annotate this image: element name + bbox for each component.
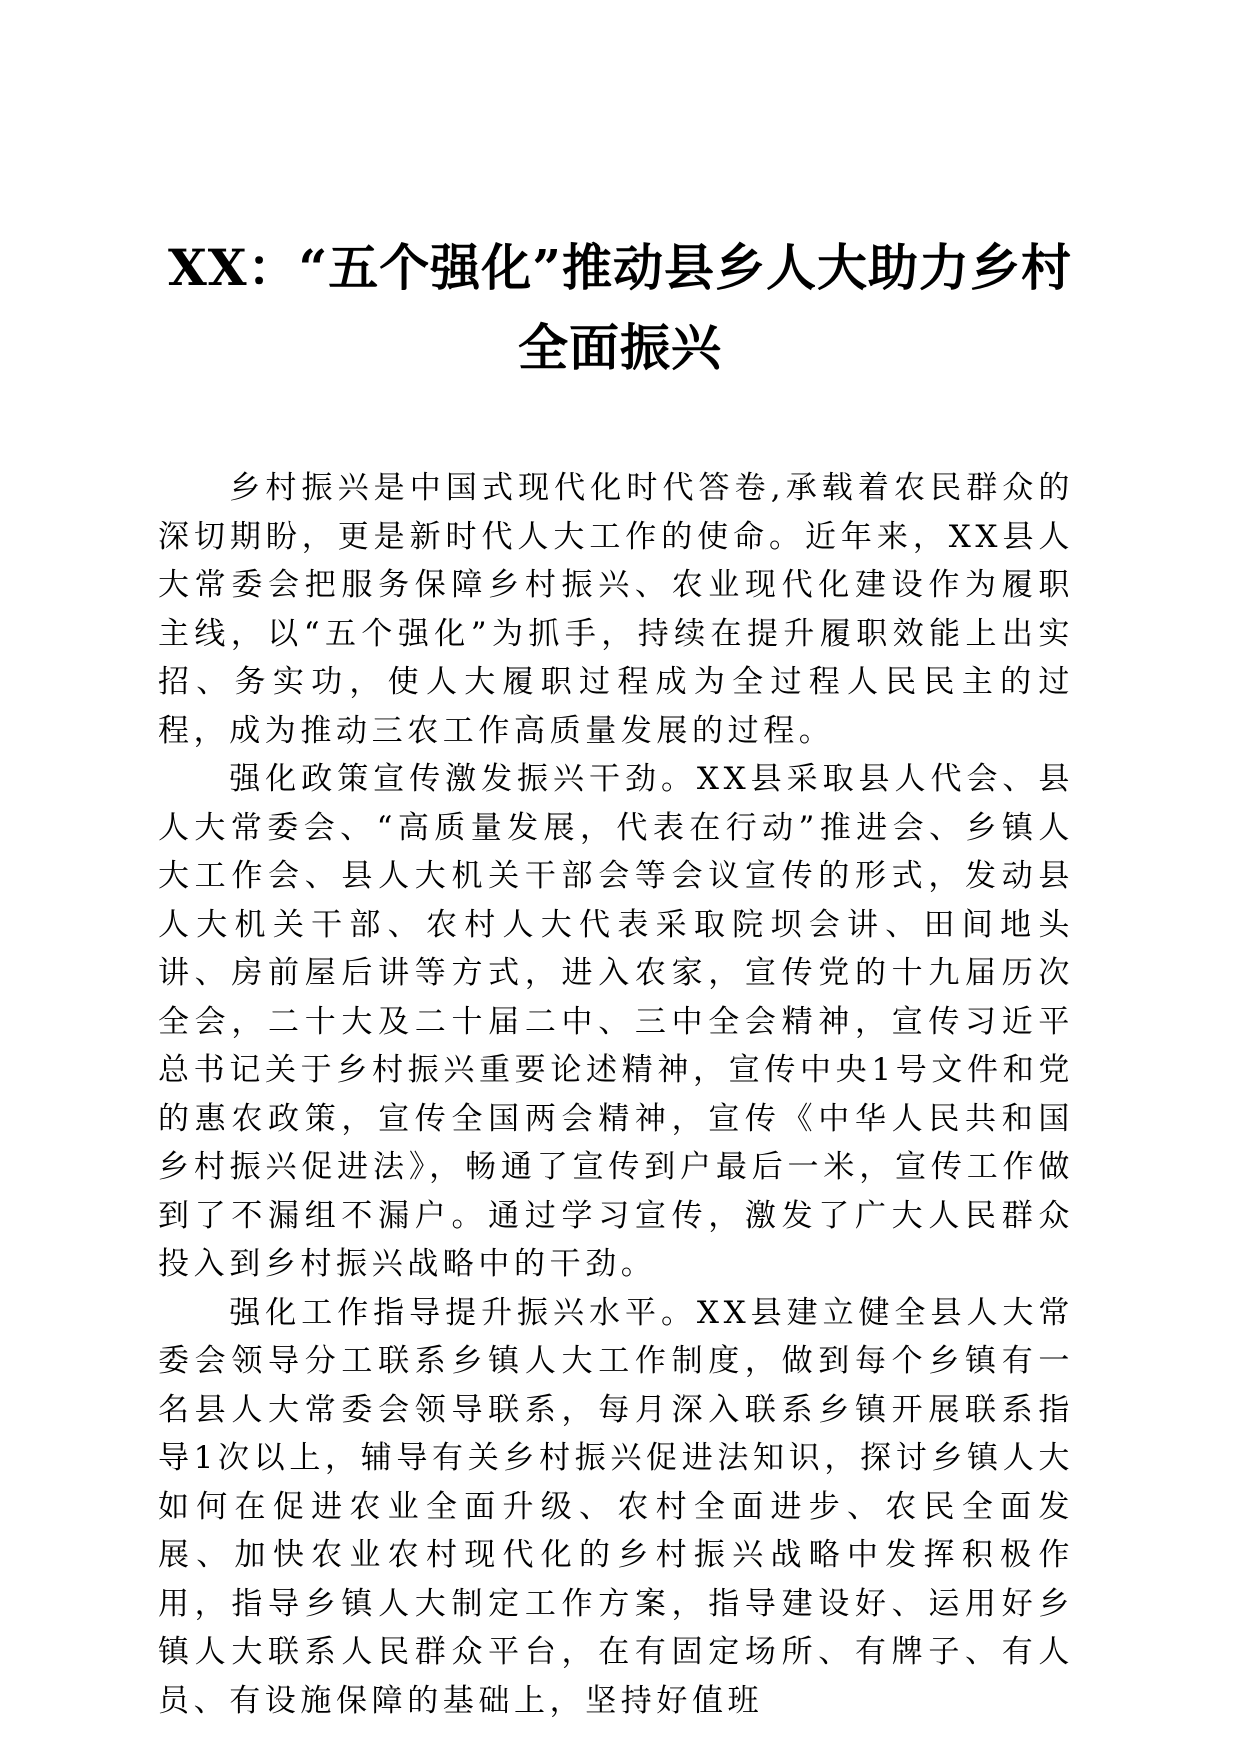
paragraph-intro: 乡村振兴是中国式现代化时代答卷,承载着农民群众的深切期盼，更是新时代人大工作的使命。近年来，XX县人大常委会把服务保障乡村振兴、农业现代化建设作为履职主线，以“五个强化”为抓手，持续在提升履职效能上出实招、务实功，使人大履职过程成为全过程人民民主的过程，成为推动三农工作高质量发展的过程。 xyxy=(158,470,1074,749)
paragraph-policy-publicity: 强化政策宣传激发振兴干劲。XX县采取县人代会、县人大常委会、“高质量发展，代表在行动”推进会、乡镇人大工作会、县人大机关干部会等会议宣传的形式，发动县人大机关干部、农村人大代表采取院坝会讲、田间地头讲、房前屋后讲等方式，进入农家，宣传党的十九届历次全会，二十大及二十届二中、三中全会精神，宣传习近平总书记关于乡村振兴重要论述精神，宣传中央1号文件和党的惠农政策，宣传全国两会精神，宣传《中华人民共和国乡村振兴促进法》，畅通了宣传到户最后一米，宣传工作做到了不漏组不漏户。通过学习宣传，激发了广大人民群众投入到乡村振兴战略中的干劲。 xyxy=(158,761,1074,1282)
document-body xyxy=(158,464,1074,1725)
document-title: XX：“五个强化”推动县乡人大助力乡村全面振兴 xyxy=(167,238,1073,377)
paragraph-work-guidance: 强化工作指导提升振兴水平。XX县建立健全县人大常委会领导分工联系乡镇人大工作制度，做到每个乡镇有一名县人大常委会领导联系，每月深入联系乡镇开展联系指导1次以上，辅导有关乡村振兴促进法知识，探讨乡镇人大如何在促进农业全面升级、农村全面进步、农民全面发展、加快农业农村现代化的乡村振兴战略中发挥积极作用，指导乡镇人大制定工作方案，指导建设好、运用好乡镇人大联系人民群众平台，在有固定场所、有牌子、有人员、有设施保障的基础上，坚持好值班 xyxy=(158,1294,1074,1719)
